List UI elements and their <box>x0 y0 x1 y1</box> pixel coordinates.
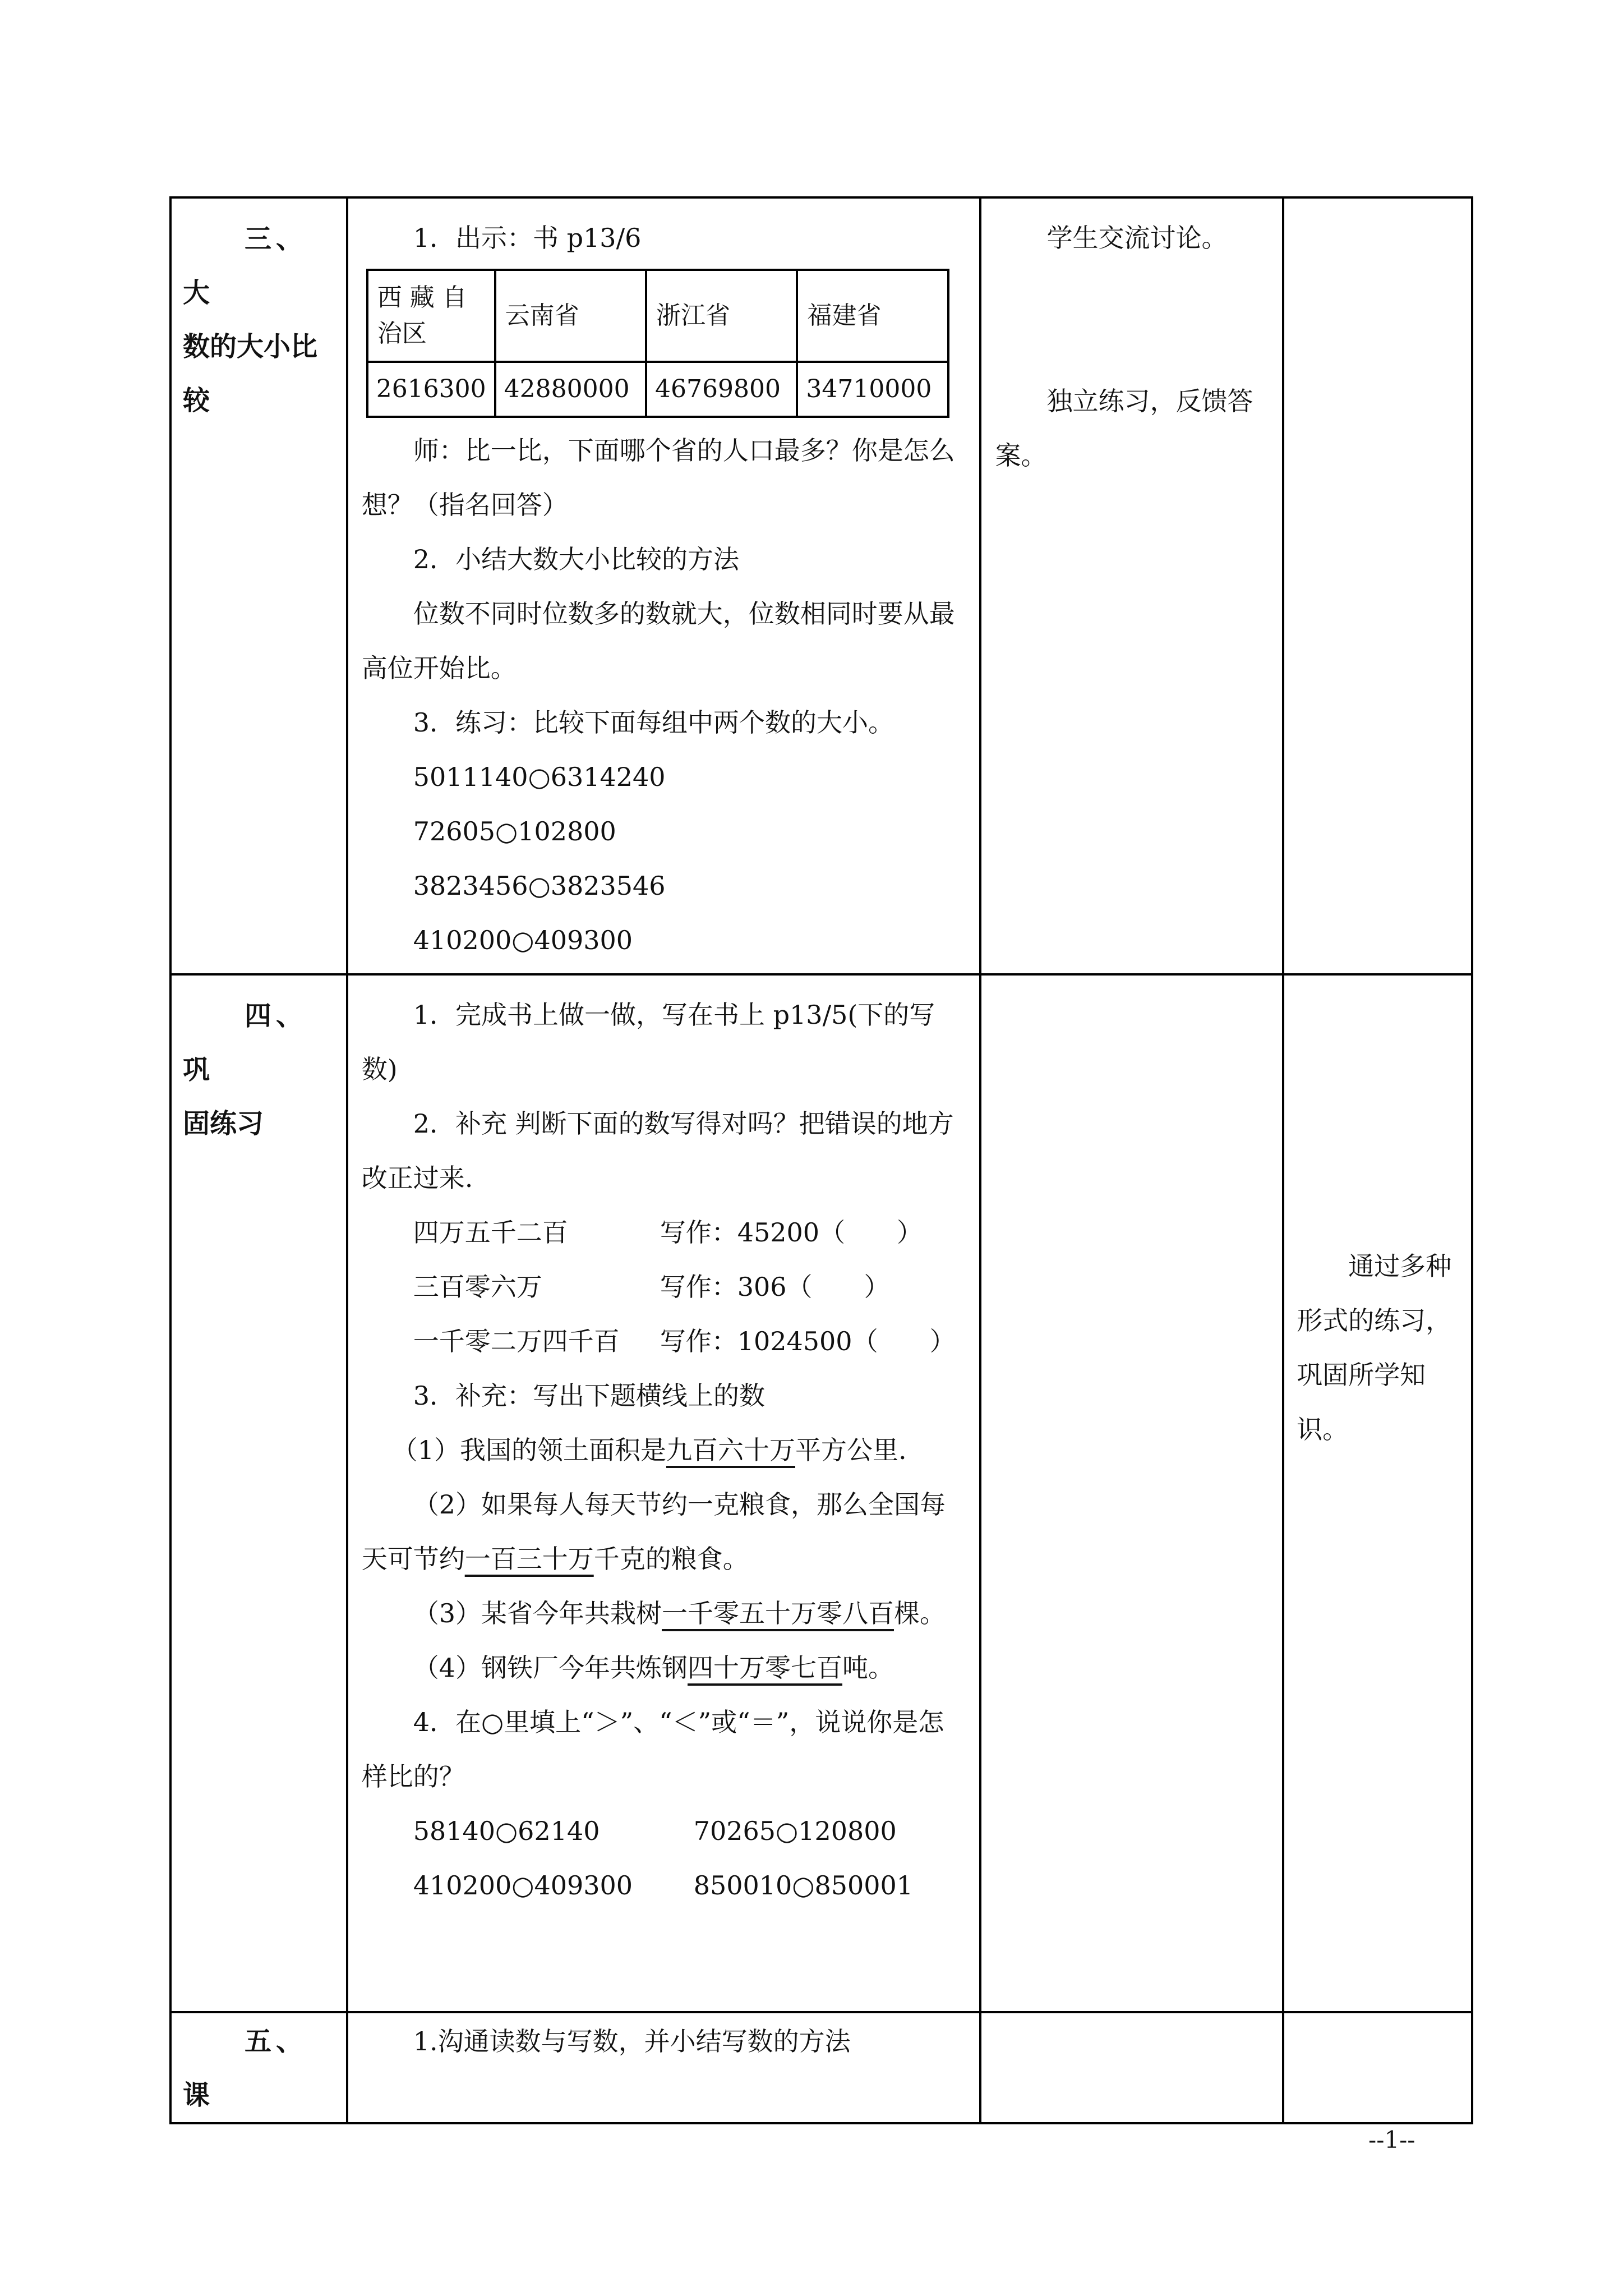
stage-cell <box>170 974 347 2012</box>
goal-text: 通过多种形式的练习，巩固所学知识。 <box>1297 1251 1452 1444</box>
judge-words: 四万五千二百 <box>413 1217 568 1248</box>
table-header-cell: 西 藏 自治区 <box>367 270 495 362</box>
table-cell: 2616300 <box>367 362 495 417</box>
exercise-item: 5011140○6314240 <box>413 762 666 792</box>
table-row <box>367 270 948 362</box>
stage-title-line: 四、巩 <box>183 1000 308 1085</box>
question-text: （3）某省今年共栽树 <box>413 1598 662 1628</box>
underlined-number: 一千零五十万零八百 <box>661 1598 894 1628</box>
step-text: 3．练习：比较下面每组中两个数的大小。 <box>413 707 894 738</box>
question-text: （2）如果每人每天节约一克粮食，那么全国每天可节约 <box>361 1489 946 1574</box>
stage-title-line: 五、课 <box>183 2026 308 2111</box>
judge-written: 写作：306（ ） <box>660 1272 890 1302</box>
compare-row <box>362 1804 966 1858</box>
underlined-number: 四十万零七百 <box>687 1653 842 1683</box>
judge-item <box>362 1314 966 1369</box>
judge-words: 三百零六万 <box>413 1272 542 1302</box>
fill-question <box>362 1586 966 1641</box>
rule-text: 位数不同时位数多的数就大，位数相同时要从最高位开始比。 <box>361 599 955 683</box>
table-cell: 34710000 <box>797 362 948 417</box>
population-table <box>366 269 949 418</box>
table-header-cell: 福建省 <box>797 270 948 362</box>
table-header-cell: 浙江省 <box>646 270 797 362</box>
student-activity-cell <box>980 2012 1283 2123</box>
compare-item: 58140○62140 <box>413 1816 600 1846</box>
fill-question <box>362 1478 966 1586</box>
step-text: 1．完成书上做一做，写在书上 p13/5(下的写数) <box>361 1000 935 1084</box>
student-activity-cell <box>980 197 1283 974</box>
question-text: 平方公里. <box>795 1435 907 1465</box>
stage-title-line: 固练习 <box>183 1108 264 1139</box>
stage-title-line: 数的大小比 <box>183 331 318 362</box>
stage-title-line: 较 <box>183 385 210 416</box>
goal-cell <box>1283 974 1472 2012</box>
compare-item: 850010○850001 <box>693 1870 914 1901</box>
goal-cell <box>1283 197 1472 974</box>
student-activity-text: 独立练习，反馈答案。 <box>995 386 1253 471</box>
question-text: 棵。 <box>893 1598 946 1628</box>
table-row <box>170 2012 1472 2123</box>
judge-item <box>362 1260 966 1314</box>
judge-written: 写作：45200（ ） <box>660 1217 923 1248</box>
page-number: --1-- <box>1368 2126 1415 2154</box>
fill-question <box>362 1641 966 1695</box>
compare-item: 410200○409300 <box>413 1870 633 1901</box>
student-activity-text: 学生交流讨论。 <box>1046 223 1228 253</box>
step-text: 2．小结大数大小比较的方法 <box>413 544 739 574</box>
step-text: 4．在○里填上“＞”、“＜”或“＝”，说说你是怎样比的？ <box>361 1707 944 1792</box>
content-cell <box>347 974 981 2012</box>
table-row <box>170 974 1472 2012</box>
question-text: 千克的粮食。 <box>593 1544 749 1574</box>
judge-item <box>362 1205 966 1260</box>
underlined-number: 九百六十万 <box>666 1435 795 1465</box>
judge-words: 一千零二万四千百 <box>413 1326 620 1356</box>
stage-cell <box>170 2012 347 2123</box>
question-text: （4）钢铁厂今年共炼钢 <box>413 1653 688 1683</box>
exercise-item: 410200○409300 <box>413 925 633 955</box>
step-text: 3．补充：写出下题横线上的数 <box>413 1381 765 1411</box>
table-cell: 42880000 <box>495 362 646 417</box>
question-text: （1）我国的领土面积是 <box>391 1435 666 1465</box>
exercise-item: 72605○102800 <box>413 816 616 846</box>
question-text: 吨。 <box>842 1653 894 1683</box>
fill-question <box>362 1423 966 1478</box>
stage-title-line: 三、大 <box>183 223 308 309</box>
compare-item: 70265○120800 <box>693 1816 897 1846</box>
table-cell: 46769800 <box>646 362 797 417</box>
content-cell <box>347 2012 981 2123</box>
lesson-plan-table <box>169 196 1473 2124</box>
exercise-item: 3823456○3823546 <box>413 871 666 901</box>
step-text: 1.沟通读数与写数，并小结写数的方法 <box>413 2026 851 2056</box>
goal-cell <box>1283 2012 1472 2123</box>
content-cell <box>347 197 981 974</box>
underlined-number: 一百三十万 <box>464 1544 594 1574</box>
student-activity-cell <box>980 974 1283 2012</box>
judge-written: 写作：1024500（ ） <box>660 1326 956 1356</box>
compare-row <box>362 1858 966 1913</box>
teacher-text: 师：比一比，下面哪个省的人口最多？你是怎么想？（指名回答） <box>361 435 955 520</box>
table-header-cell: 云南省 <box>495 270 646 362</box>
step-text: 1．出示：书 p13/6 <box>413 223 642 253</box>
table-row <box>170 197 1472 974</box>
table-row <box>367 362 948 417</box>
stage-cell <box>170 197 347 974</box>
step-text: 2．补充 判断下面的数写得对吗？把错误的地方改正过来. <box>361 1108 954 1193</box>
